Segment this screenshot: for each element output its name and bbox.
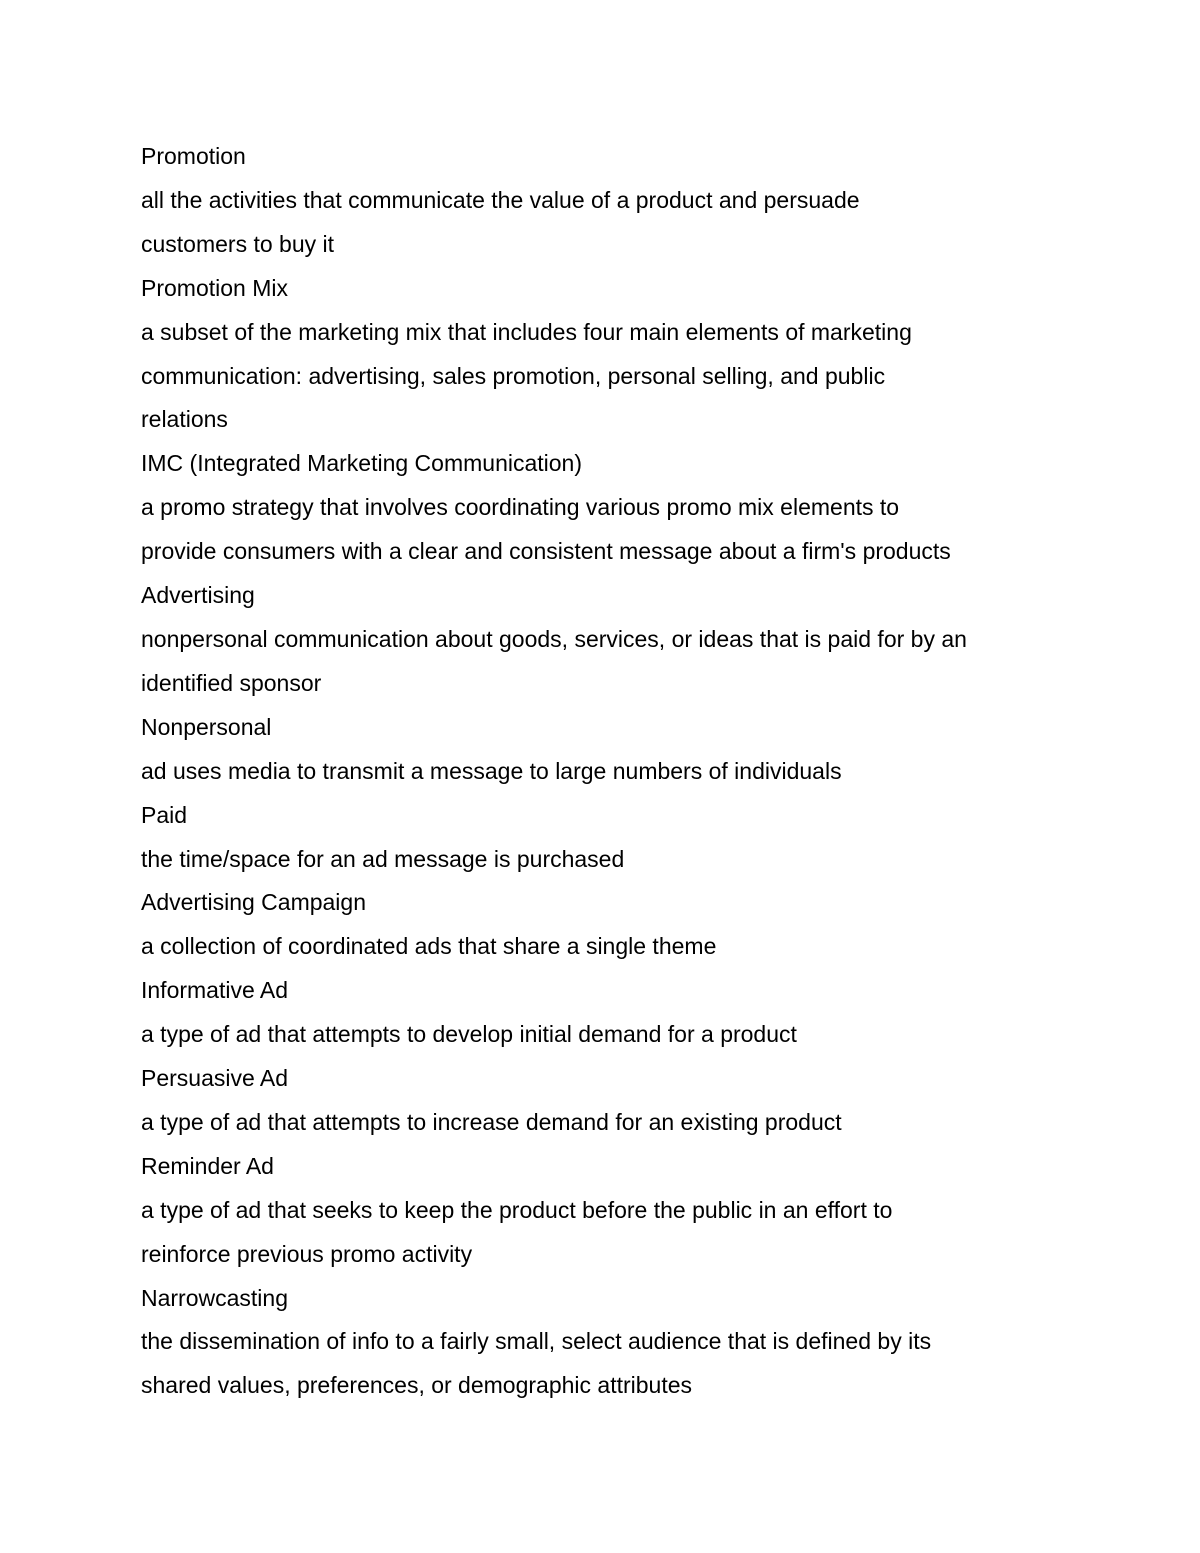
glossary-entry (141, 135, 1071, 267)
term: Narrowcasting (141, 1284, 288, 1311)
definition-line: all the activities that communicate the value of a product and persuade (141, 186, 860, 213)
definition-line: a collection of coordinated ads that share a single theme (141, 933, 717, 960)
definition-line: the time/space for an ad message is purchased (141, 845, 625, 872)
definition-line: a type of ad that attempts to develop initial demand for a product (141, 1021, 797, 1048)
definition-line: a type of ad that attempts to increase demand for an existing product (141, 1108, 842, 1135)
term: Reminder Ad (141, 1152, 274, 1179)
definition-line: reinforce previous promo activity (141, 1240, 473, 1267)
glossary-entry (141, 442, 1071, 574)
definition-line: customers to buy it (141, 230, 335, 257)
term: Nonpersonal (141, 713, 272, 740)
term: Advertising Campaign (141, 889, 367, 916)
glossary-entry (141, 794, 1071, 882)
definition-line: nonpersonal communication about goods, services, or ideas that is paid for by an (141, 625, 967, 652)
glossary-entry (141, 574, 1071, 706)
term: Informative Ad (141, 977, 289, 1004)
definition-line: a subset of the marketing mix that includes four main elements of marketing (141, 318, 912, 345)
definition-line: communication: advertising, sales promotion, personal selling, and public (141, 362, 886, 389)
definition-line: a type of ad that seeks to keep the product before the public in an effort to (141, 1196, 893, 1223)
definition-line: identified sponsor (141, 669, 322, 696)
term: Advertising (141, 582, 255, 609)
term: Promotion (141, 143, 246, 169)
term: Persuasive Ad (141, 1065, 289, 1092)
definition-line: ad uses media to transmit a message to large numbers of individuals (141, 757, 842, 784)
glossary-entry (141, 1057, 1071, 1145)
term: Paid (141, 801, 188, 828)
definition-line: provide consumers with a clear and consistent message about a firm's products (141, 538, 951, 565)
glossary-entry (141, 969, 1071, 1057)
definition-line: a promo strategy that involves coordinating various promo mix elements to (141, 494, 900, 521)
glossary-entry (141, 1277, 1071, 1409)
glossary-entry (141, 706, 1071, 794)
glossary-list (141, 135, 1071, 1408)
term: IMC (Integrated Marketing Communication) (141, 450, 582, 477)
glossary-entry (141, 1145, 1071, 1277)
glossary-entry (141, 881, 1071, 969)
definition-line: shared values, preferences, or demographic attributes (141, 1372, 693, 1399)
definition-line: relations (141, 406, 228, 433)
glossary-entry (141, 267, 1071, 443)
definition-line: the dissemination of info to a fairly small, select audience that is defined by its (141, 1328, 932, 1355)
term: Promotion Mix (141, 274, 288, 301)
